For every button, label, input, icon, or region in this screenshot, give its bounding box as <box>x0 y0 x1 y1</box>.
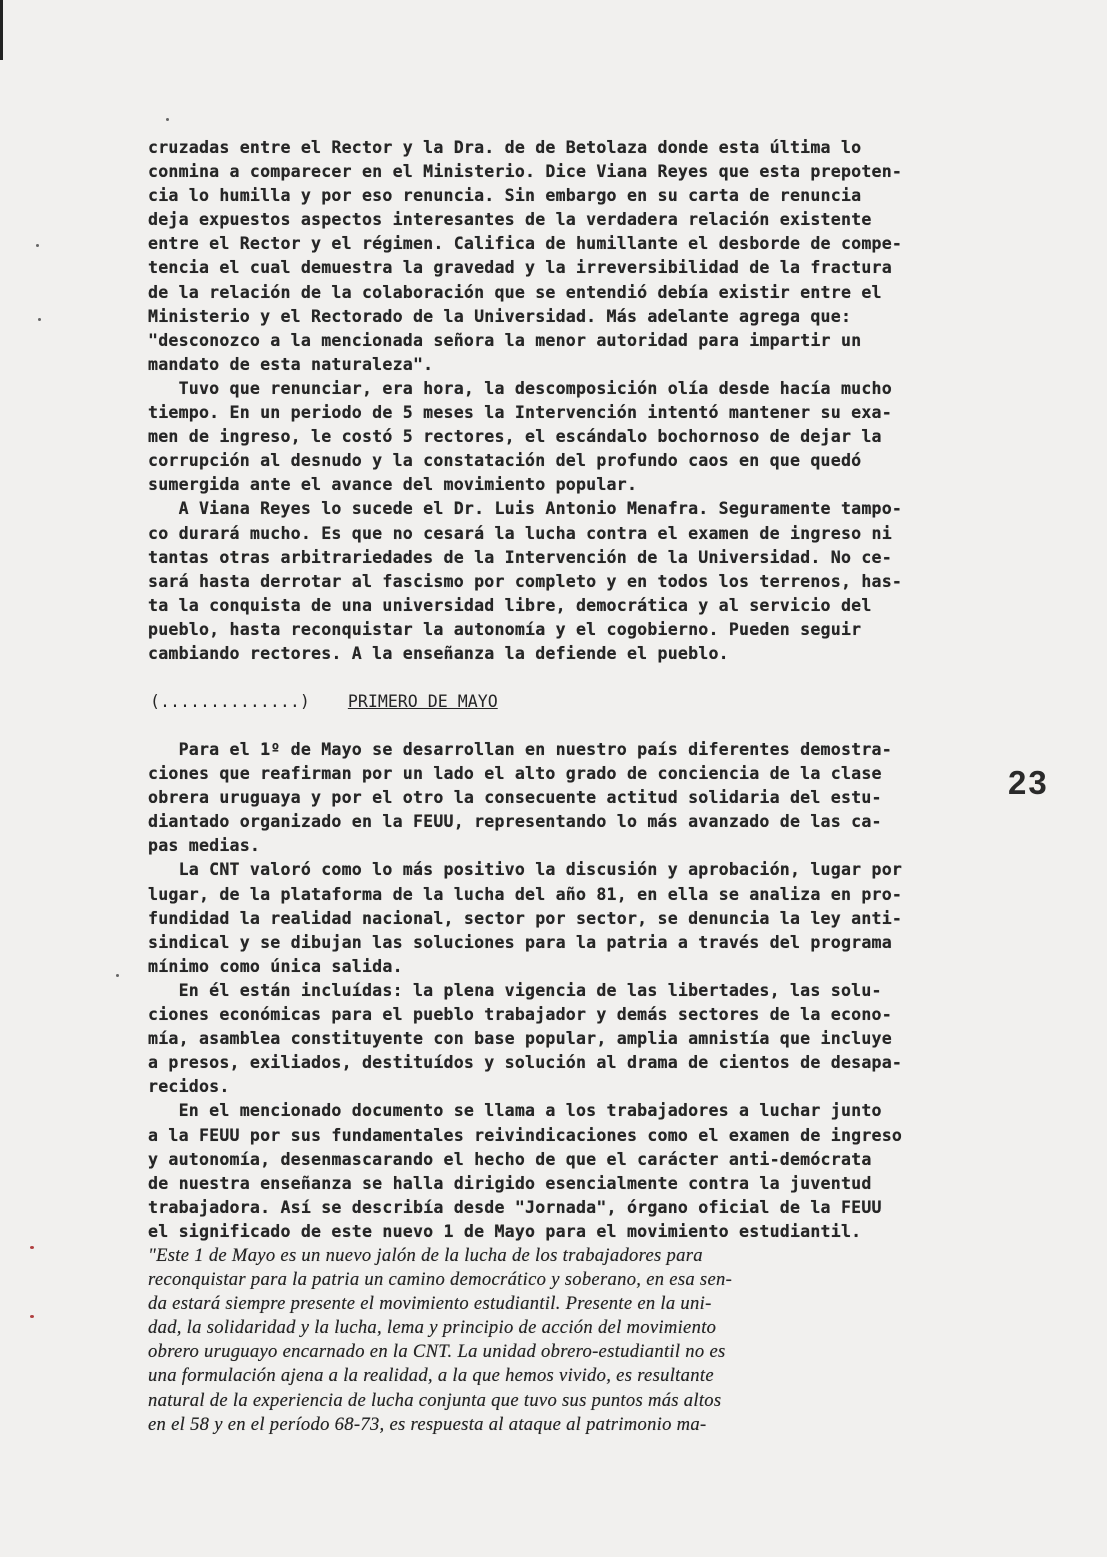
text-line: el significado de este nuevo 1 de Mayo para el movimiento estudiantil. <box>148 1221 862 1241</box>
section-heading <box>150 692 498 711</box>
text-line: sumergida ante el avance del movimiento popular. <box>148 475 638 495</box>
text-line: conmina a comparecer en el Ministerio. Dice Viana Reyes que esta prepoten- <box>148 162 903 182</box>
quote-line: obrero uruguayo encarnado en la CNT. La unidad obrero-estudiantil no es <box>148 1341 726 1363</box>
text-line: La CNT valoró como lo más positivo la discusión y aprobación, lugar por <box>148 860 903 880</box>
text-line: mínimo como única salida. <box>148 956 403 976</box>
text-line: "desconozco a la mencionada señora la menor autoridad para impartir un <box>148 330 862 350</box>
text-line: mandato de esta naturaleza". <box>148 354 434 374</box>
text-line: ta la conquista de una universidad libre, democrática y al servicio del <box>148 595 872 615</box>
text-line: y autonomía, desenmascarando el hecho de que el carácter anti-demócrata <box>148 1149 872 1169</box>
scan-speck <box>30 1246 34 1249</box>
scan-speck <box>30 1315 34 1318</box>
scan-speck <box>116 974 119 977</box>
text-line: Tuvo que renunciar, era hora, la descomposición olía desde hacía mucho <box>148 378 892 398</box>
heading-ellipsis: (..............) <box>150 692 310 711</box>
text-line: deja expuestos aspectos interesantes de la verdadera relación existente <box>148 210 872 230</box>
text-line: corrupción al desnudo y la constatación del profundo caos en que quedó <box>148 451 862 471</box>
heading-title: PRIMERO DE MAYO <box>347 692 498 711</box>
text-line: sará hasta derrotar al fascismo por completo y en todos los terrenos, has- <box>148 571 903 591</box>
section-rector-text <box>148 136 1043 666</box>
quote-line: en el 58 y en el período 68-73, es respuesta al ataque al patrimonio ma- <box>148 1413 707 1435</box>
text-line: pueblo, hasta reconquistar la autonomía y el cogobierno. Pueden seguir <box>148 619 862 639</box>
text-line: men de ingreso, le costó 5 rectores, el escándalo bochornoso de dejar la <box>148 427 882 447</box>
text-line: trabajadora. Así se describía desde "Jornada", órgano oficial de la FEUU <box>148 1197 882 1217</box>
text-line: Ministerio y el Rectorado de la Universidad. Más adelante agrega que: <box>148 306 852 326</box>
text-line: recidos. <box>148 1077 230 1097</box>
text-line: diantado organizado en la FEUU, representando lo más avanzado de las ca- <box>148 812 882 832</box>
quote-line: natural de la experiencia de lucha conjunta que tuvo sus puntos más altos <box>148 1389 722 1411</box>
text-line: ciones que reafirman por un lado el alto grado de conciencia de la clase <box>148 764 882 784</box>
text-line: obrera uruguaya y por el otro la consecuente actitud solidaria del estu- <box>148 788 882 808</box>
text-line: En el mencionado documento se llama a los trabajadores a luchar junto <box>148 1101 882 1121</box>
text-line: Para el 1º de Mayo se desarrollan en nuestro país diferentes demostra- <box>148 740 892 759</box>
scan-speck <box>36 244 39 247</box>
page-number: 23 <box>1008 764 1049 801</box>
quote-line: dad, la solidaridad y la lucha, lema y principio de acción del movimiento <box>148 1317 717 1339</box>
text-line: mía, asamblea constituyente con base popular, amplia amnistía que incluye <box>148 1029 892 1049</box>
quote-line: una formulación ajena a la realidad, a la que hemos vivido, es resultante <box>148 1365 714 1387</box>
scan-speck <box>38 318 41 321</box>
text-line: cambiando rectores. A la enseñanza la defiende el pueblo. <box>148 643 729 663</box>
text-line: co durará mucho. Es que no cesará la lucha contra el examen de ingreso ni <box>148 523 892 543</box>
text-line: tantas otras arbitrariedades de la Intervención de la Universidad. No ce- <box>148 547 892 567</box>
text-line: tiempo. En un periodo de 5 meses la Intervención intentó mantener su exa- <box>148 403 892 423</box>
text-line: cia lo humilla y por eso renuncia. Sin embargo en su carta de renuncia <box>148 186 862 206</box>
page-edge <box>0 0 3 60</box>
quote-line: da estará siempre presente el movimiento estudiantil. Presente en la uni- <box>148 1293 712 1315</box>
text-line: de nuestra enseñanza se halla dirigido esencialmente contra la juventud <box>148 1173 872 1193</box>
text-line: lugar, de la plataforma de la lucha del año 81, en ella se analiza en pro- <box>148 884 903 904</box>
text-line: entre el Rector y el régimen. Califica de humillante el desborde de compe- <box>148 234 903 254</box>
text-line: tencia el cual demuestra la gravedad y la irreversibilidad de la fractura <box>148 258 892 278</box>
quote-line: "Este 1 de Mayo es un nuevo jalón de la lucha de los trabajadores para <box>148 1245 703 1266</box>
quote-line: reconquistar para la patria un camino democrático y soberano, en esa sen- <box>148 1269 733 1291</box>
jornada-quote <box>148 1244 1043 1437</box>
text-line: pas medias. <box>148 836 261 856</box>
text-line: a la FEUU por sus fundamentales reivindicaciones como el examen de ingreso <box>148 1125 903 1145</box>
text-line: A Viana Reyes lo sucede el Dr. Luis Antonio Menafra. Seguramente tampo- <box>148 499 903 519</box>
section-primero-de-mayo-text <box>148 738 1043 1244</box>
text-line: fundidad la realidad nacional, sector por sector, se denuncia la ley anti- <box>148 908 903 928</box>
text-line: de la relación de la colaboración que se entendió debía existir entre el <box>148 282 882 302</box>
text-line: sindical y se dibujan las soluciones para la patria a través del programa <box>148 932 892 952</box>
text-line: ciones económicas para el pueblo trabajador y demás sectores de la econo- <box>148 1005 892 1025</box>
text-line: cruzadas entre el Rector y la Dra. de de Betolaza donde esta última lo <box>148 138 862 157</box>
scan-speck <box>166 118 169 121</box>
text-line: En él están incluídas: la plena vigencia de las libertades, las solu- <box>148 980 882 1000</box>
text-line: a presos, exiliados, destituídos y solución al drama de cientos de desapa- <box>148 1053 903 1073</box>
